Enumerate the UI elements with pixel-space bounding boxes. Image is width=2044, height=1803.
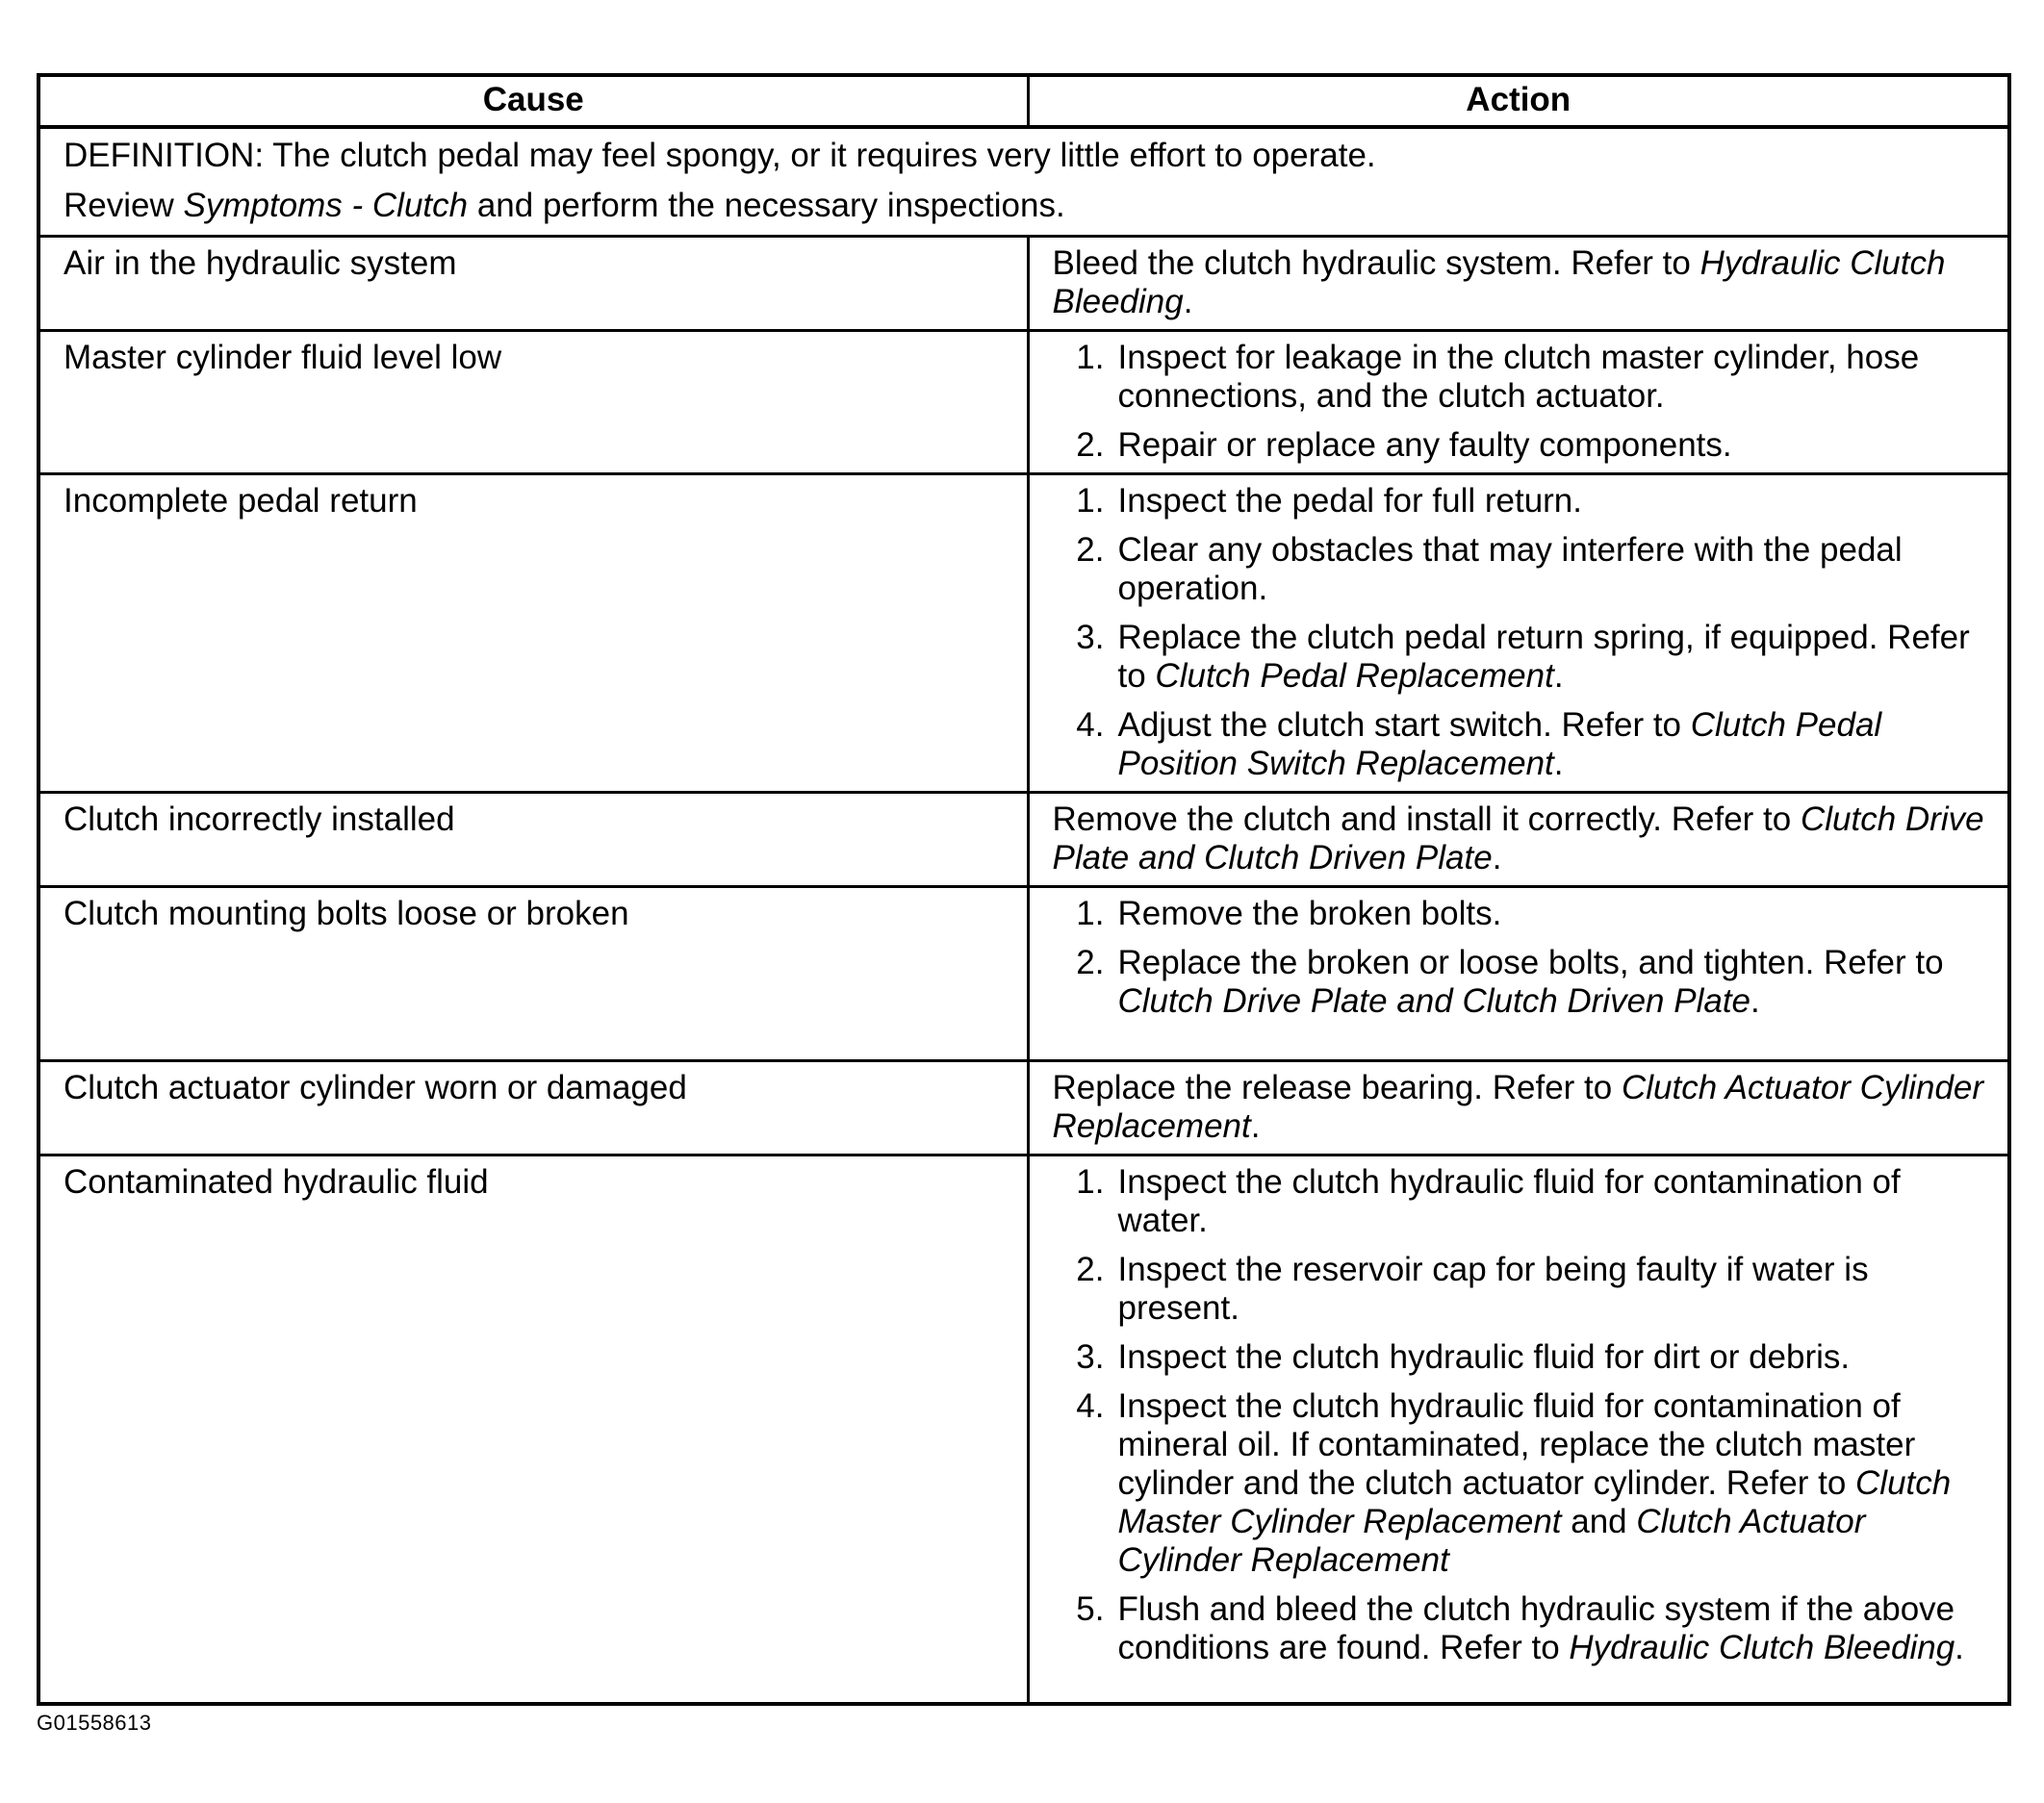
action-cell [1028, 331, 2007, 474]
step-text-end: . [1750, 982, 1760, 1020]
step-text: Inspect for leakage in the clutch master cylinder, hose connections, and the clutch actuator. [1117, 339, 1920, 415]
table-row [40, 793, 2007, 887]
list-item [1039, 482, 1991, 521]
cause-cell: Contaminated hydraulic fluid [40, 1155, 1028, 1703]
step-text [1118, 944, 1991, 1021]
list-item [1039, 706, 1991, 783]
cause-cell: Clutch actuator cylinder worn or damaged [40, 1061, 1028, 1155]
list-item [1039, 1251, 1991, 1328]
step-text-part: Replace the broken or loose bolts, and tighten. Refer to [1117, 944, 1944, 981]
table-row [40, 1061, 2007, 1155]
step-text-part: Replace the clutch pedal return spring, if equipped. Refer to [1117, 619, 1970, 695]
procedure-reference: Clutch Pedal Replacement [1155, 657, 1554, 695]
list-item [1039, 1387, 1991, 1580]
step-text-part: Inspect the clutch hydraulic fluid for contamination of mineral oil. If contaminated, replace the clutch master cylinder and the clutch actuator cylinder. Refer to [1117, 1387, 1916, 1502]
step-text: Inspect the clutch hydraulic fluid for contamination of water. [1117, 1163, 1901, 1239]
action-steps [1039, 339, 1991, 465]
table-row [40, 474, 2007, 793]
symptom-table-frame [37, 73, 2011, 1706]
action-cell [1028, 474, 2007, 793]
step-number: 1. [1076, 1163, 1105, 1201]
step-text-end: . [1553, 657, 1564, 695]
header-row [40, 77, 2007, 127]
step-text-part: Adjust the clutch start switch. Refer to [1117, 706, 1691, 744]
action-cell [1028, 237, 2007, 331]
list-item [1039, 339, 1991, 416]
definition-cell [40, 127, 2007, 237]
step-text: Repair or replace any faulty components. [1117, 426, 1732, 464]
procedure-reference: Clutch Actuator Cylinder Replacement [1117, 1503, 1866, 1579]
cause-column-header: Cause [40, 77, 1028, 127]
step-text: Remove the broken bolts. [1117, 895, 1502, 932]
step-number: 2. [1076, 1251, 1105, 1288]
step-text-end: . [1553, 745, 1564, 782]
list-item [1039, 895, 1991, 933]
table-row [40, 887, 2007, 1061]
list-item [1039, 1338, 1991, 1377]
action-steps [1039, 1163, 1991, 1667]
step-number: 5. [1076, 1590, 1105, 1628]
action-steps [1039, 482, 1991, 783]
procedure-reference: Clutch Master Cylinder Replacement [1117, 1464, 1952, 1540]
action-text: Remove the clutch and install it correctly. Refer to [1052, 800, 1801, 838]
action-text: Replace the release bearing. Refer to [1052, 1069, 1622, 1106]
table-row [40, 1155, 2007, 1703]
review-text [64, 187, 1990, 225]
action-text-end: . [1250, 1107, 1261, 1145]
definition-row [40, 127, 2007, 237]
action-steps [1039, 895, 1991, 1021]
cause-action-table [40, 77, 2007, 1702]
list-item [1039, 619, 1991, 696]
cause-cell: Incomplete pedal return [40, 474, 1028, 793]
step-number: 4. [1076, 706, 1105, 744]
step-text [1118, 619, 1991, 696]
list-item [1039, 1590, 1991, 1667]
step-text [1118, 1387, 1991, 1580]
step-number: 3. [1076, 1338, 1105, 1376]
list-item [1039, 426, 1991, 465]
step-text-part: Flush and bleed the clutch hydraulic system if the above conditions are found. Refer to [1117, 1590, 1955, 1666]
procedure-reference: Clutch Drive Plate and Clutch Driven Plate [1052, 800, 1984, 876]
procedure-reference: Hydraulic Clutch Bleeding [1569, 1629, 1955, 1666]
action-text-end: . [1183, 283, 1193, 320]
action-text: Bleed the clutch hydraulic system. Refer to [1052, 244, 1700, 282]
figure-id: G01558613 [37, 1711, 152, 1735]
step-text-part: and [1561, 1503, 1637, 1540]
step-text [1118, 1590, 1991, 1667]
step-text: Inspect the clutch hydraulic fluid for dirt or debris. [1117, 1338, 1851, 1376]
list-item [1039, 531, 1991, 608]
action-cell [1028, 793, 2007, 887]
procedure-reference: Clutch Pedal Position Switch Replacement [1117, 706, 1882, 782]
procedure-reference: Clutch Drive Plate and Clutch Driven Plate [1117, 982, 1751, 1020]
step-text [1118, 706, 1991, 783]
action-column-header: Action [1028, 77, 2007, 127]
action-cell [1028, 1155, 2007, 1703]
step-text: Inspect the reservoir cap for being faulty if water is present. [1117, 1251, 1869, 1327]
action-text-end: . [1492, 839, 1502, 876]
cause-cell: Clutch mounting bolts loose or broken [40, 887, 1028, 1061]
action-cell [1028, 887, 2007, 1061]
step-text-end: . [1955, 1629, 1964, 1666]
cause-cell: Air in the hydraulic system [40, 237, 1028, 331]
step-number: 2. [1076, 944, 1105, 981]
action-cell [1028, 1061, 2007, 1155]
review-suffix: and perform the necessary inspections. [468, 187, 1065, 224]
list-item [1039, 944, 1991, 1021]
review-prefix: Review [64, 187, 184, 224]
step-number: 1. [1076, 895, 1105, 932]
table-row [40, 331, 2007, 474]
step-number: 3. [1076, 619, 1105, 656]
step-text: Inspect the pedal for full return. [1117, 482, 1582, 520]
procedure-reference: Hydraulic Clutch Bleeding [1052, 244, 1946, 320]
step-number: 1. [1076, 482, 1105, 520]
list-item [1039, 1163, 1991, 1240]
definition-text: DEFINITION: The clutch pedal may feel spongy, or it requires very little effort to operate. [64, 137, 1376, 174]
step-number: 2. [1076, 426, 1105, 464]
table-row [40, 237, 2007, 331]
procedure-reference: Clutch Actuator Cylinder Replacement [1052, 1069, 1984, 1145]
step-number: 2. [1076, 531, 1105, 569]
step-text: Clear any obstacles that may interfere with the pedal operation. [1117, 531, 1903, 607]
symptoms-reference: Symptoms - Clutch [183, 187, 469, 224]
step-number: 1. [1076, 339, 1105, 376]
step-number: 4. [1076, 1387, 1105, 1425]
cause-cell: Clutch incorrectly installed [40, 793, 1028, 887]
cause-cell: Master cylinder fluid level low [40, 331, 1028, 474]
